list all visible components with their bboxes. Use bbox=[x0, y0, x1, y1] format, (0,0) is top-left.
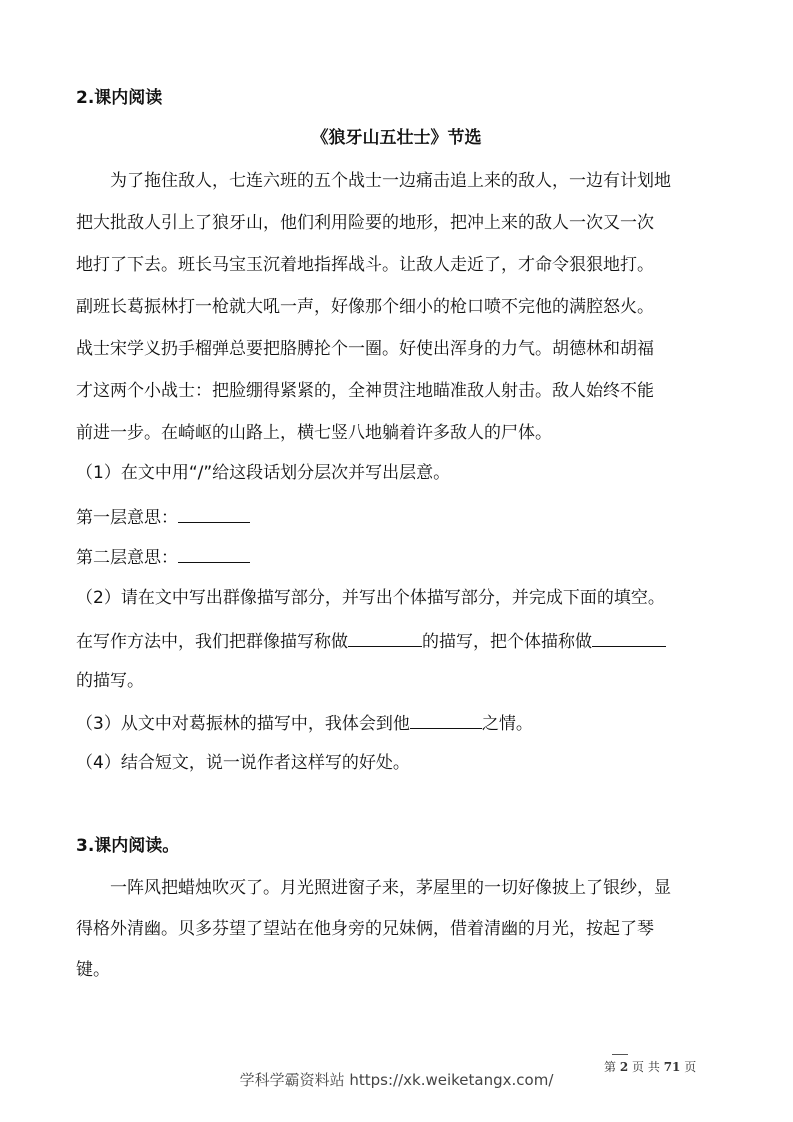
question-3-row bbox=[76, 712, 716, 734]
section-2-title: 2.课内阅读 bbox=[76, 88, 163, 108]
layer-2-blank[interactable] bbox=[178, 546, 250, 563]
q3-text-a: （3）从文中对葛振林的描写中，我体会到他 bbox=[76, 714, 410, 734]
footer-site-link[interactable]: 学科学霸资料站 https://xk.weiketangx.com/ bbox=[239, 1071, 554, 1089]
paragraph-line: 为了拖住敌人，七连六班的五个战士一边痛击追上来的敌人，一边有计划地 bbox=[110, 171, 671, 191]
page-total: 71 bbox=[663, 1060, 681, 1074]
layer-2-label: 第二层意思： bbox=[76, 548, 178, 568]
paragraph-line: 才这两个小战士：把脸绷得紧紧的，全神贯注地瞄准敌人射击。敌人始终不能 bbox=[76, 381, 654, 401]
layer-2-row bbox=[76, 546, 716, 568]
q3-blank[interactable] bbox=[410, 712, 482, 729]
page-mid: 页 共 bbox=[632, 1060, 660, 1074]
section-3-title: 3.课内阅读。 bbox=[76, 836, 180, 856]
individual-description-blank[interactable] bbox=[592, 630, 666, 647]
question-2: （2）请在文中写出群像描写部分，并写出个体描写部分，并完成下面的填空。 bbox=[76, 588, 665, 608]
page-suffix: 页 bbox=[684, 1060, 697, 1074]
q2-text-b: 的描写，把个体描称做 bbox=[422, 632, 592, 652]
q2-text-a: 在写作方法中，我们把群像描写称做 bbox=[76, 632, 348, 652]
page-current: 2 bbox=[619, 1060, 629, 1074]
paragraph-line: 战士宋学义扔手榴弹总要把胳膊抡个一圈。好使出浑身的力气。胡德林和胡福 bbox=[76, 339, 654, 359]
q3-text-b: 之情。 bbox=[481, 714, 533, 734]
paragraph-line: 一阵风把蜡烛吹灭了。月光照进窗子来，茅屋里的一切好像披上了银纱，显 bbox=[110, 878, 671, 898]
paragraph-line: 得格外清幽。贝多芬望了望站在他身旁的兄妹俩，借着清幽的月光，按起了琴 bbox=[76, 919, 654, 939]
layer-1-row bbox=[76, 506, 716, 528]
q2-text-c: 的描写。 bbox=[76, 671, 144, 691]
page-number-rule bbox=[612, 1054, 628, 1055]
page-prefix: 第 bbox=[604, 1060, 617, 1074]
passage-title: 《狼牙山五壮士》节选 bbox=[311, 128, 482, 148]
layer-1-label: 第一层意思： bbox=[76, 508, 178, 528]
question-1: （1）在文中用“/”给这段话划分层次并写出层意。 bbox=[76, 463, 451, 483]
paragraph-line: 地打了下去。班长马宝玉沉着地指挥战斗。让敌人走近了，才命令狠狠地打。 bbox=[76, 255, 654, 275]
question-4: （4）结合短文，说一说作者这样写的好处。 bbox=[76, 753, 410, 773]
paragraph-line: 前进一步。在崎岖的山路上，横七竖八地躺着许多敌人的尸体。 bbox=[76, 423, 552, 443]
paragraph-line: 把大批敌人引上了狼牙山，他们利用险要的地形，把冲上来的敌人一次又一次 bbox=[76, 213, 654, 233]
question-2-fill-row bbox=[76, 630, 716, 652]
paragraph-line: 副班长葛振林打一枪就大吼一声，好像那个细小的枪口喷不完他的满腔怒火。 bbox=[76, 297, 654, 317]
group-description-blank[interactable] bbox=[348, 630, 422, 647]
layer-1-blank[interactable] bbox=[178, 506, 250, 523]
paragraph-line: 键。 bbox=[76, 960, 110, 980]
